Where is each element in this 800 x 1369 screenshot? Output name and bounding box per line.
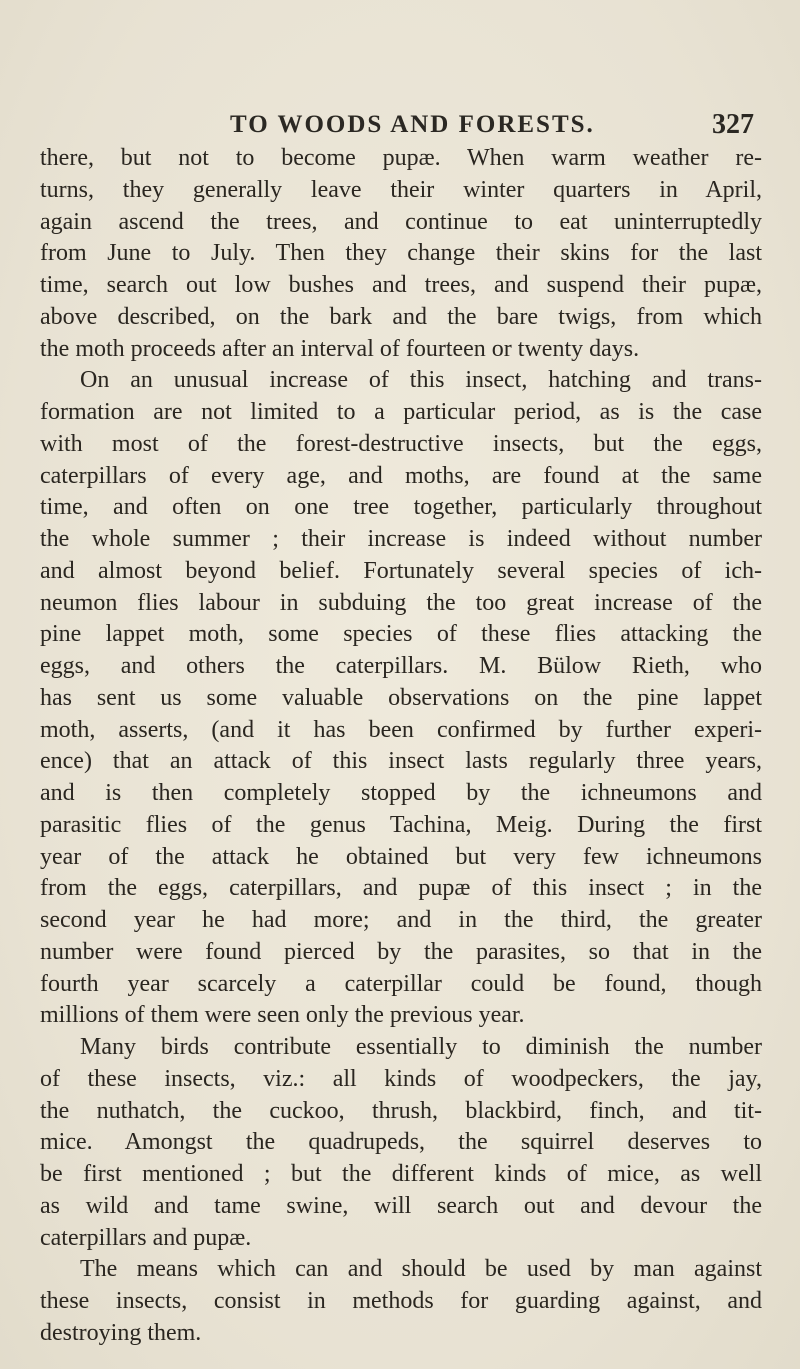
text-line: time, and often on one tree together, particularly throughout (40, 494, 762, 521)
text-line: destroying them. (40, 1319, 202, 1346)
text-line: above described, on the bark and the bare twigs, from which (40, 303, 762, 330)
text-line: from the eggs, caterpillars, and pupæ of this insect ; in the (40, 875, 762, 902)
text-line: caterpillars and pupæ. (40, 1224, 252, 1251)
text-line: caterpillars of every age, and moths, are found at the same (40, 462, 762, 489)
text-line: these insects, consist in methods for guarding against, and (40, 1288, 762, 1314)
text-line: from June to July. Then they change their skins for the last (40, 240, 762, 267)
text-line: neumon flies labour in subduing the too great increase of the (40, 589, 762, 616)
text-line: the moth proceeds after an interval of fourteen or twenty days. (40, 335, 640, 362)
text-line: the nuthatch, the cuckoo, thrush, blackbird, finch, and tit- (40, 1097, 762, 1124)
text-line: there, but not to become pupæ. When warm weather re- (40, 145, 762, 171)
text-line: second year he had more; and in the third, the greater (40, 907, 762, 933)
text-line: fourth year scarcely a caterpillar could be found, though (40, 970, 762, 997)
running-title: TO WOODS AND FORESTS. (230, 111, 595, 138)
text-line: pine lappet moth, some species of these flies attacking the (40, 621, 762, 648)
page-number: 327 (712, 109, 754, 140)
text-line: On an unusual increase of this insect, hatching and trans- (80, 367, 762, 394)
text-line: be first mentioned ; but the different kinds of mice, as well (40, 1161, 762, 1187)
text-line: mice. Amongst the quadrupeds, the squirrel deserves to (40, 1129, 762, 1156)
text-line: number were found pierced by the parasites, so that in the (40, 938, 762, 965)
text-line: millions of them were seen only the previous year. (40, 1002, 525, 1029)
text-line: formation are not limited to a particular period, as is the case (40, 399, 762, 425)
text-line: The means which can and should be used by man against (80, 1256, 762, 1283)
text-line: has sent us some valuable observations on the pine lappet (40, 684, 762, 711)
text-line: Many birds contribute essentially to diminish the number (80, 1034, 762, 1060)
text-line: time, search out low bushes and trees, and suspend their pupæ, (40, 272, 762, 298)
running-head (0, 108, 800, 142)
text-line: turns, they generally leave their winter quarters in April, (40, 176, 762, 203)
text-line: of these insects, viz.: all kinds of woodpeckers, the jay, (40, 1065, 762, 1092)
text-line: moth, asserts, (and it has been confirmed by further experi- (40, 716, 762, 743)
text-line: with most of the forest-destructive insects, but the eggs, (40, 430, 762, 457)
body-text (40, 143, 762, 1350)
text-line: again ascend the trees, and continue to eat uninterruptedly (40, 208, 762, 235)
text-line: eggs, and others the caterpillars. M. Bülow Rieth, who (40, 653, 762, 679)
text-line: and is then completely stopped by the ichneumons and (40, 780, 762, 806)
text-line: year of the attack he obtained but very few ichneumons (40, 843, 762, 870)
text-line: and almost beyond belief. Fortunately several species of ich- (40, 557, 762, 584)
text-line: ence) that an attack of this insect lasts regularly three years, (40, 748, 762, 775)
text-line: as wild and tame swine, will search out and devour the (40, 1192, 762, 1219)
text-line: the whole summer ; their increase is indeed without number (40, 526, 762, 552)
text-line: parasitic flies of the genus Tachina, Meig. During the first (40, 811, 762, 838)
